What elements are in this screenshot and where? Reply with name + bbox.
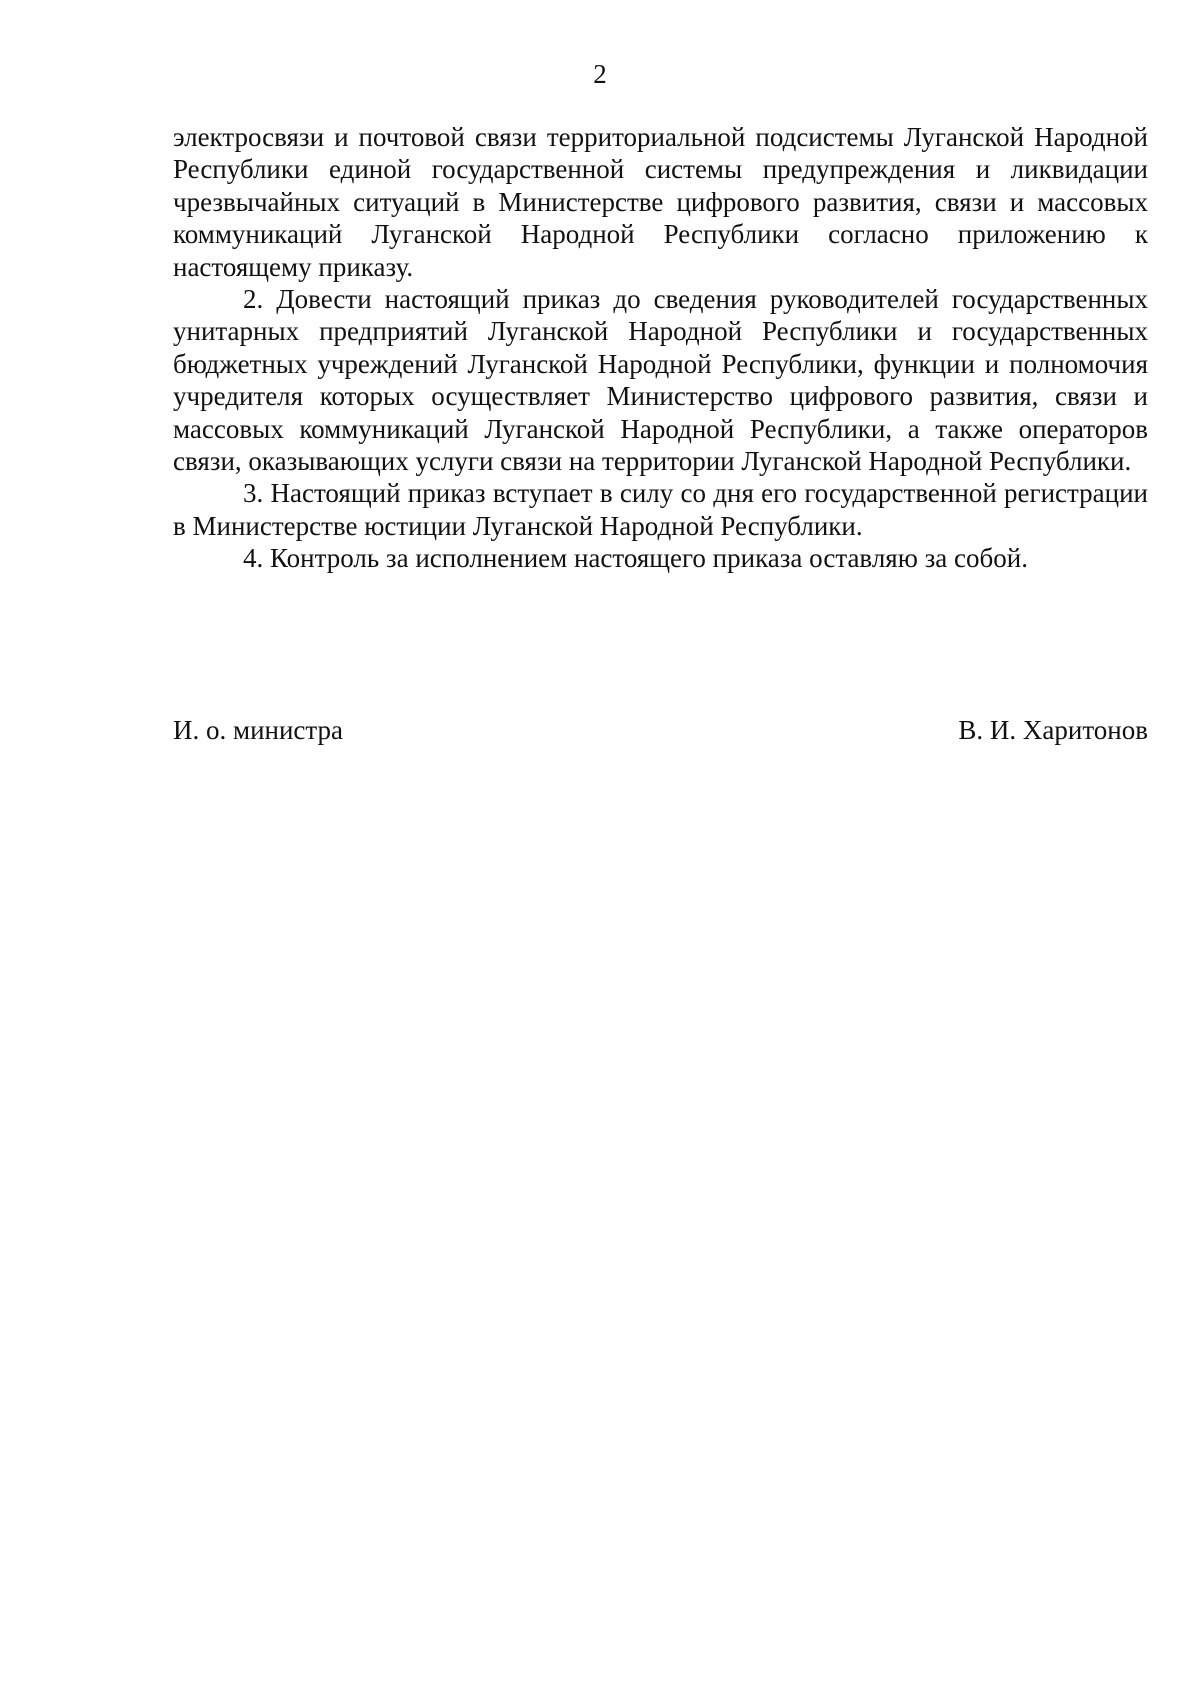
paragraph-item-3: 3. Настоящий приказ вступает в силу со дня его государственной регистрации в Министерстве юстиции Луганской Народной Республики. (173, 478, 1148, 541)
signatory-position: И. о. министра (173, 715, 344, 745)
signature-block (173, 714, 1148, 746)
paragraph-item-4: 4. Контроль за исполнением настоящего приказа оставляю за собой. (243, 543, 1028, 574)
signatory-name: В. И. Харитонов (958, 715, 1148, 745)
paragraph-continuation: электросвязи и почтовой связи территориальной подсистемы Луганской Народной Республики единой государственной системы предупреждения и ликвидации чрезвычайных ситуаций в Министерстве цифрового развития, связи и массовых коммуникаций Луганской Народной Республики согласно приложению к настоящему приказу. (173, 122, 1148, 282)
document-body (173, 121, 1148, 575)
paragraph-item-2: 2. Довести настоящий приказ до сведения руководителей государственных унитарных предприятий Луганской Народной Республики и государственных бюджетных учреждений Луганской Народной Республики, функции и полномочия учредителя которых осуществляет Министерство цифрового развития, связи и массовых коммуникаций Луганской Народной Республики, а также операторов связи, оказывающих услуги связи на территории Луганской Народной Республики. (173, 284, 1148, 477)
page-number: 2 (593, 59, 607, 89)
